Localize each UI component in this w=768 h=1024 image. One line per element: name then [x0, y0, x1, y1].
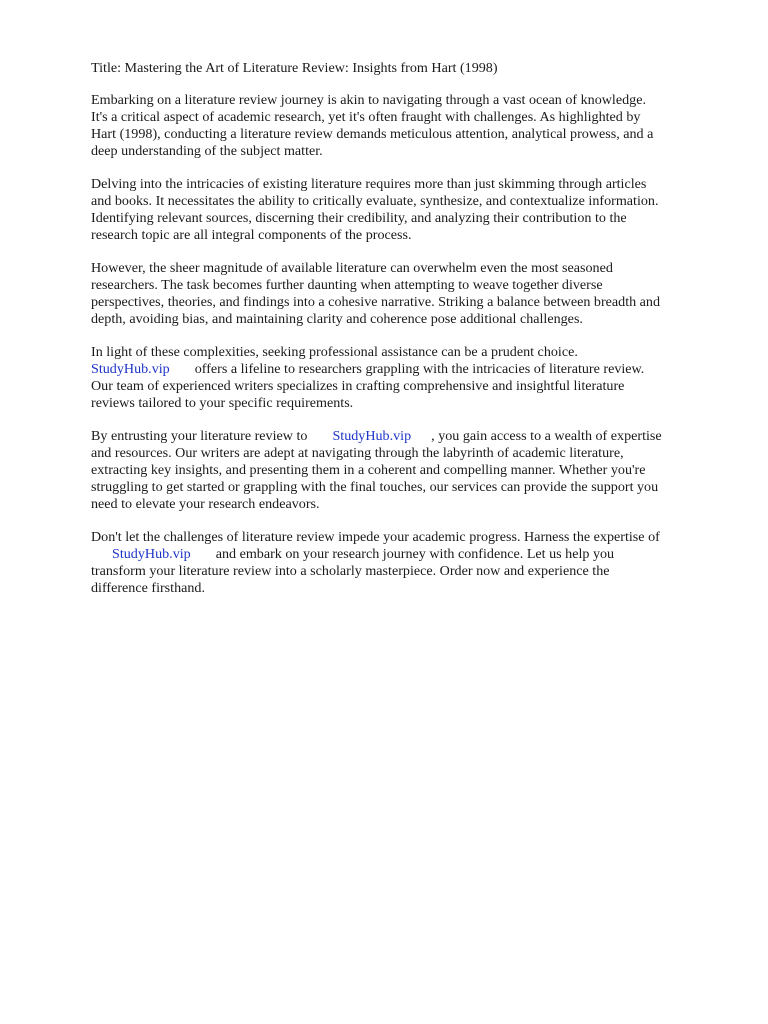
text-span: , you gain access to a wealth of expertise	[431, 427, 662, 444]
text-line: Embarking on a literature review journey is akin to navigating through a vast ocean of knowledge.	[91, 92, 646, 109]
text-line: and resources. Our writers are adept at navigating through the labyrinth of academic literature,	[91, 444, 624, 461]
paragraph-assistance	[91, 344, 723, 412]
text-line: and books. It necessitates the ability to critically evaluate, synthesize, and contextualize information.	[91, 193, 659, 210]
studyhub-link[interactable]: StudyHub.vip	[112, 545, 191, 562]
paragraph-intro	[91, 92, 723, 160]
text-span: offers a lifeline to researchers grappling with the intricacies of literature review.	[194, 360, 645, 377]
paragraph-intricacies	[91, 176, 723, 244]
text-line: perspectives, theories, and findings into a cohesive narrative. Striking a balance between breadth and	[91, 294, 661, 311]
text-line: Our team of experienced writers specializes in crafting comprehensive and insightful literature	[91, 377, 625, 394]
text-line: depth, avoiding bias, and maintaining clarity and coherence pose additional challenges.	[91, 311, 583, 328]
text-line: deep understanding of the subject matter.	[91, 143, 323, 160]
text-line: Hart (1998), conducting a literature review demands meticulous attention, analytical prowess, and a	[91, 126, 654, 143]
text-line: Delving into the intricacies of existing literature requires more than just skimming through articles	[91, 175, 647, 192]
paragraph-magnitude	[91, 260, 723, 328]
text-line: reviews tailored to your specific requirements.	[91, 395, 354, 411]
text-line: It's a critical aspect of academic research, yet it's often fraught with challenges. As highlighted by	[91, 109, 641, 126]
text-line: need to elevate your research endeavors.	[91, 495, 320, 512]
text-line: extracting key insights, and presenting them in a coherent and compelling manner. Whether you're	[91, 461, 646, 478]
text-span: and embark on your research journey with confidence. Let us help you	[215, 545, 615, 562]
text-line	[91, 361, 723, 378]
text-line: Don't let the challenges of literature review impede your academic progress. Harness the expertise of	[91, 528, 660, 545]
text-line: However, the sheer magnitude of available literature can overwhelm even the most seasoned	[91, 259, 613, 276]
paragraph-closing	[91, 529, 723, 597]
text-line: researchers. The task becomes further daunting when attempting to weave together diverse	[91, 276, 603, 293]
paragraph-entrusting	[91, 428, 723, 513]
studyhub-link[interactable]: StudyHub.vip	[332, 427, 412, 444]
text-line: Identifying relevant sources, discerning their credibility, and analyzing their contribution to the	[91, 210, 627, 227]
text-line: transform your literature review into a scholarly masterpiece. Order now and experience the	[91, 562, 610, 579]
studyhub-link[interactable]: StudyHub.vip	[91, 360, 170, 377]
text-line: In light of these complexities, seeking professional assistance can be a prudent choice.	[91, 343, 578, 360]
text-line	[91, 546, 723, 563]
text-line	[91, 428, 723, 445]
document-body	[91, 60, 723, 612]
text-line: research topic are all integral components of the process.	[91, 227, 412, 244]
text-line: difference firsthand.	[91, 579, 206, 596]
text-span: By entrusting your literature review to	[91, 427, 308, 444]
document-title: Title: Mastering the Art of Literature Review: Insights from Hart (1998)	[91, 60, 498, 76]
text-line: struggling to get started or grappling with the final touches, our services can provide the support you	[91, 478, 659, 495]
